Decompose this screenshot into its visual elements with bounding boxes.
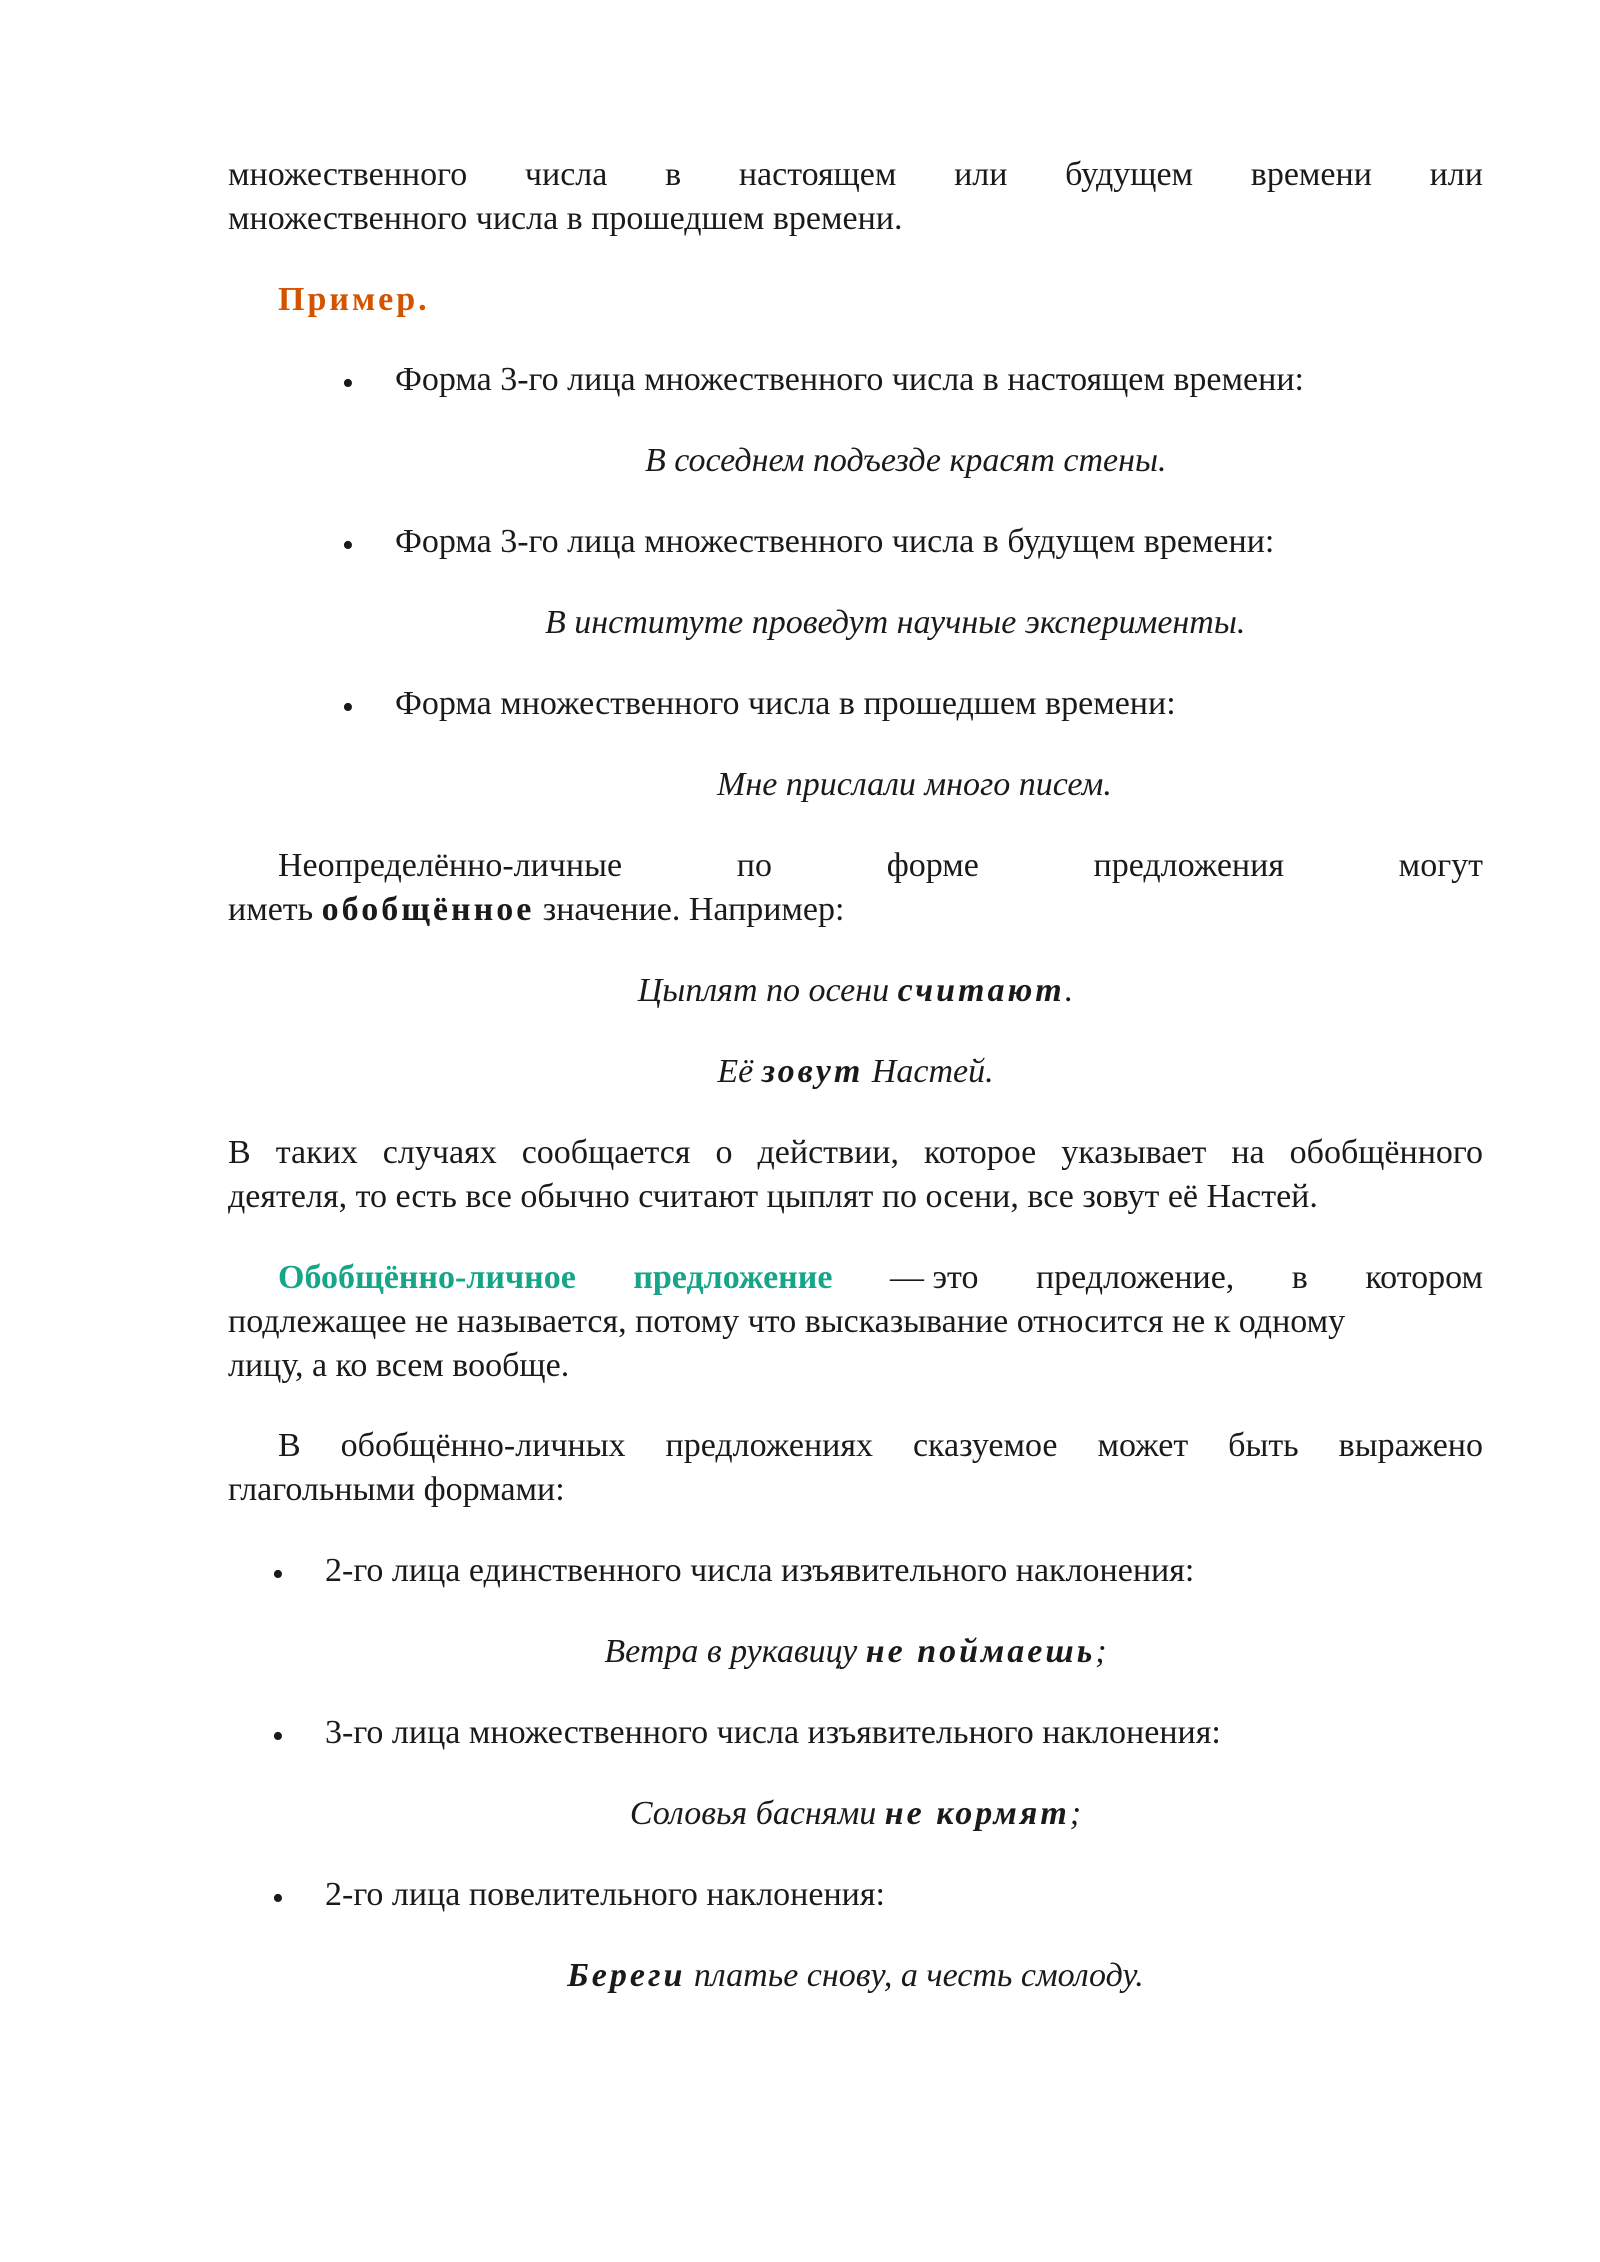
text: платье снову, а честь смолоду.: [685, 1957, 1144, 1994]
list-item: Форма 3-го лица множественного числа в будущем времени:: [395, 523, 1275, 560]
word: котором: [1365, 1259, 1483, 1296]
emphasis: не поймаешь: [865, 1633, 1096, 1670]
list-item: Форма множественного числа в прошедшем времени:: [395, 685, 1176, 722]
emphasis: зовут: [761, 1053, 864, 1090]
bullet-icon: •: [342, 527, 354, 564]
word: предложение,: [1035, 1259, 1235, 1296]
word: в: [665, 156, 682, 193]
word: выражено: [1338, 1427, 1483, 1464]
example-heading: Пример.: [278, 281, 430, 318]
generalized-example: [228, 969, 1483, 1013]
text: Настей.: [863, 1053, 994, 1090]
text: Ветра в рукавицу: [604, 1633, 866, 1670]
text: Цыплят по осени: [637, 972, 898, 1009]
definition-line-1: [278, 1256, 1483, 1300]
proverb: [228, 1954, 1483, 1998]
term: Обобщённо-личное: [278, 1259, 576, 1296]
word: — это: [889, 1259, 979, 1296]
predicate-line-2: глагольными формами:: [228, 1471, 565, 1508]
definition-line-2: подлежащее не называется, потому что высказывание относится не к одному: [228, 1303, 1346, 1340]
word: В: [278, 1427, 301, 1464]
word: предложения: [1093, 847, 1284, 884]
emphasis: не кормят: [884, 1795, 1070, 1832]
word: или: [1429, 156, 1483, 193]
proverb: [228, 1630, 1483, 1674]
example-sentence: В институте проведут научные эксперименты.: [545, 604, 1246, 641]
intro-line-1: [228, 153, 1483, 197]
word: по: [736, 847, 772, 884]
word: Неопределённо-личные: [278, 847, 623, 884]
proverb: [228, 1792, 1483, 1836]
generalized-line-1: [278, 844, 1483, 888]
word: сказуемое: [912, 1427, 1058, 1464]
explanation-line-2: деятеля, то есть все обычно считают цыплят по осени, все зовут её Настей.: [228, 1178, 1318, 1215]
word: множественного: [228, 156, 468, 193]
explanation-line-1: В таких случаях сообщается о действии, которое указывает на обобщённого: [228, 1134, 1483, 1171]
word: быть: [1228, 1427, 1299, 1464]
list-item: 3-го лица множественного числа изъявительного наклонения:: [325, 1714, 1221, 1751]
word: форме: [886, 847, 979, 884]
bullet-icon: •: [342, 689, 354, 726]
text: ;: [1069, 1795, 1082, 1832]
term: предложение: [633, 1259, 833, 1296]
definition-line-3: лицу, а ко всем вообще.: [228, 1347, 570, 1384]
bullet-icon: •: [272, 1556, 284, 1593]
bullet-icon: •: [272, 1880, 284, 1917]
list-item: 2-го лица повелительного наклонения:: [325, 1876, 885, 1913]
generalized-example: [228, 1050, 1483, 1094]
list-item: Форма 3-го лица множественного числа в настоящем времени:: [395, 361, 1304, 398]
text: иметь: [228, 891, 322, 928]
generalized-line-2: [228, 888, 844, 932]
example-sentence: В соседнем подъезде красят стены.: [645, 442, 1167, 479]
word: обобщённо-личных: [340, 1427, 626, 1464]
word: или: [954, 156, 1008, 193]
list-item: 2-го лица единственного числа изъявительного наклонения:: [325, 1552, 1195, 1589]
text: .: [1064, 972, 1074, 1009]
text: ;: [1095, 1633, 1107, 1670]
intro-line-2: множественного числа в прошедшем времени.: [228, 200, 903, 237]
word: могут: [1398, 847, 1483, 884]
word: числа: [524, 156, 608, 193]
emphasis: обобщённое: [321, 891, 535, 928]
word: предложениях: [665, 1427, 873, 1464]
bullet-icon: •: [342, 365, 354, 402]
word: времени: [1250, 156, 1372, 193]
example-sentence: Мне прислали много писем.: [717, 766, 1112, 803]
text: Её: [717, 1053, 762, 1090]
word: настоящем: [738, 156, 897, 193]
word: в: [1291, 1259, 1308, 1296]
bullet-icon: •: [272, 1718, 284, 1755]
emphasis: Береги: [567, 1957, 686, 1994]
text: Соловья баснями: [629, 1795, 885, 1832]
emphasis: считают: [897, 972, 1065, 1009]
word: может: [1097, 1427, 1189, 1464]
text: значение. Например:: [534, 891, 845, 928]
predicate-line-1: [278, 1424, 1483, 1468]
word: будущем: [1065, 156, 1194, 193]
